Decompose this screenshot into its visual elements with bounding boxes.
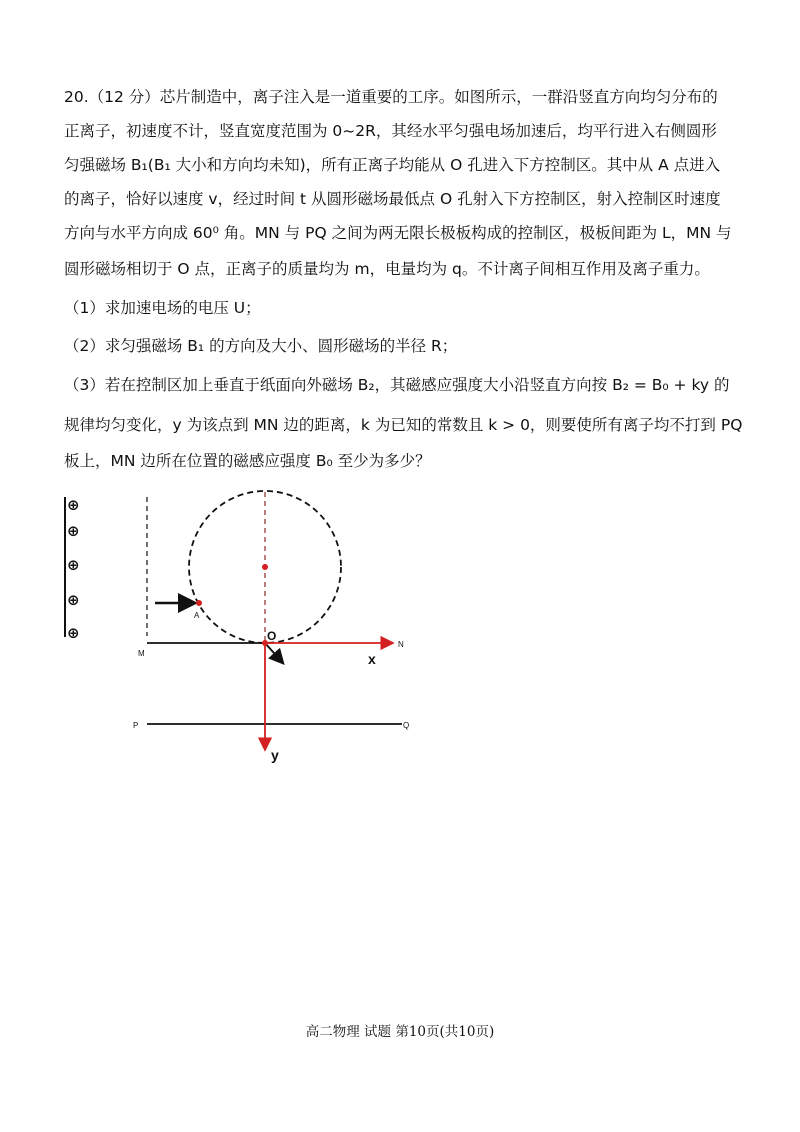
label-A: A bbox=[194, 611, 200, 620]
label-x-axis: x bbox=[368, 651, 376, 667]
positive-charges bbox=[67, 496, 80, 642]
question-line-6: 圆形磁场相切于 O 点，正离子的质量均为 m，电量均为 q。不计离子间相互作用及离子重力。 bbox=[64, 260, 710, 278]
exit-velocity-arrow bbox=[265, 643, 282, 662]
circle-center-dot bbox=[262, 564, 268, 570]
label-M: M bbox=[138, 649, 145, 658]
plus-charge-icon: ⊕ bbox=[67, 591, 80, 609]
label-Q: Q bbox=[403, 721, 410, 730]
page-footer: 高二物理 试题 第10页(共10页) bbox=[305, 1024, 495, 1040]
label-y-axis: y bbox=[271, 747, 279, 763]
label-P: P bbox=[133, 721, 139, 730]
sub-question-3-line-2: 规律均匀变化，y 为该点到 MN 边的距离，k 为已知的常数且 k > 0，则要使所有离子均不打到 PQ bbox=[64, 416, 743, 434]
plus-charge-icon: ⊕ bbox=[67, 522, 80, 540]
sub-question-3-line-1: （3）若在控制区加上垂直于纸面向外磁场 B₂，其磁感应强度大小沿竖直方向按 B₂ = B₀ + ky 的 bbox=[64, 376, 730, 394]
plus-charge-icon: ⊕ bbox=[67, 496, 80, 514]
label-N: N bbox=[398, 640, 404, 649]
point-A-dot bbox=[196, 600, 202, 606]
question-line-3: 匀强磁场 B₁(B₁ 大小和方向均未知)，所有正离子均能从 O 孔进入下方控制区。其中从 A 点进入 bbox=[64, 156, 721, 174]
plus-charge-icon: ⊕ bbox=[67, 624, 80, 642]
question-line-4: 的离子，恰好以速度 v，经过时间 t 从圆形磁场最低点 O 孔射入下方控制区，射入控制区时速度 bbox=[64, 190, 721, 208]
sub-question-3-line-3: 板上，MN 边所在位置的磁感应强度 B₀ 至少为多少？ bbox=[64, 452, 431, 470]
sub-question-1: （1）求加速电场的电压 U； bbox=[64, 299, 261, 317]
label-O: O bbox=[267, 629, 277, 643]
question-line-2: 正离子，初速度不计，竖直宽度范围为 0~2R，其经水平匀强电场加速后，均平行进入右侧圆形 bbox=[64, 122, 717, 140]
question-line-1: 20.（12 分）芯片制造中，离子注入是一道重要的工序。如图所示，一群沿竖直方向均匀分布的 bbox=[64, 88, 718, 106]
plus-charge-icon: ⊕ bbox=[67, 556, 80, 574]
question-line-5: 方向与水平方向成 60⁰ 角。MN 与 PQ 之间为两无限长极板构成的控制区，极板间距为 L，MN 与 bbox=[64, 224, 732, 242]
sub-question-2: （2）求匀强磁场 B₁ 的方向及大小、圆形磁场的半径 R； bbox=[64, 337, 458, 355]
